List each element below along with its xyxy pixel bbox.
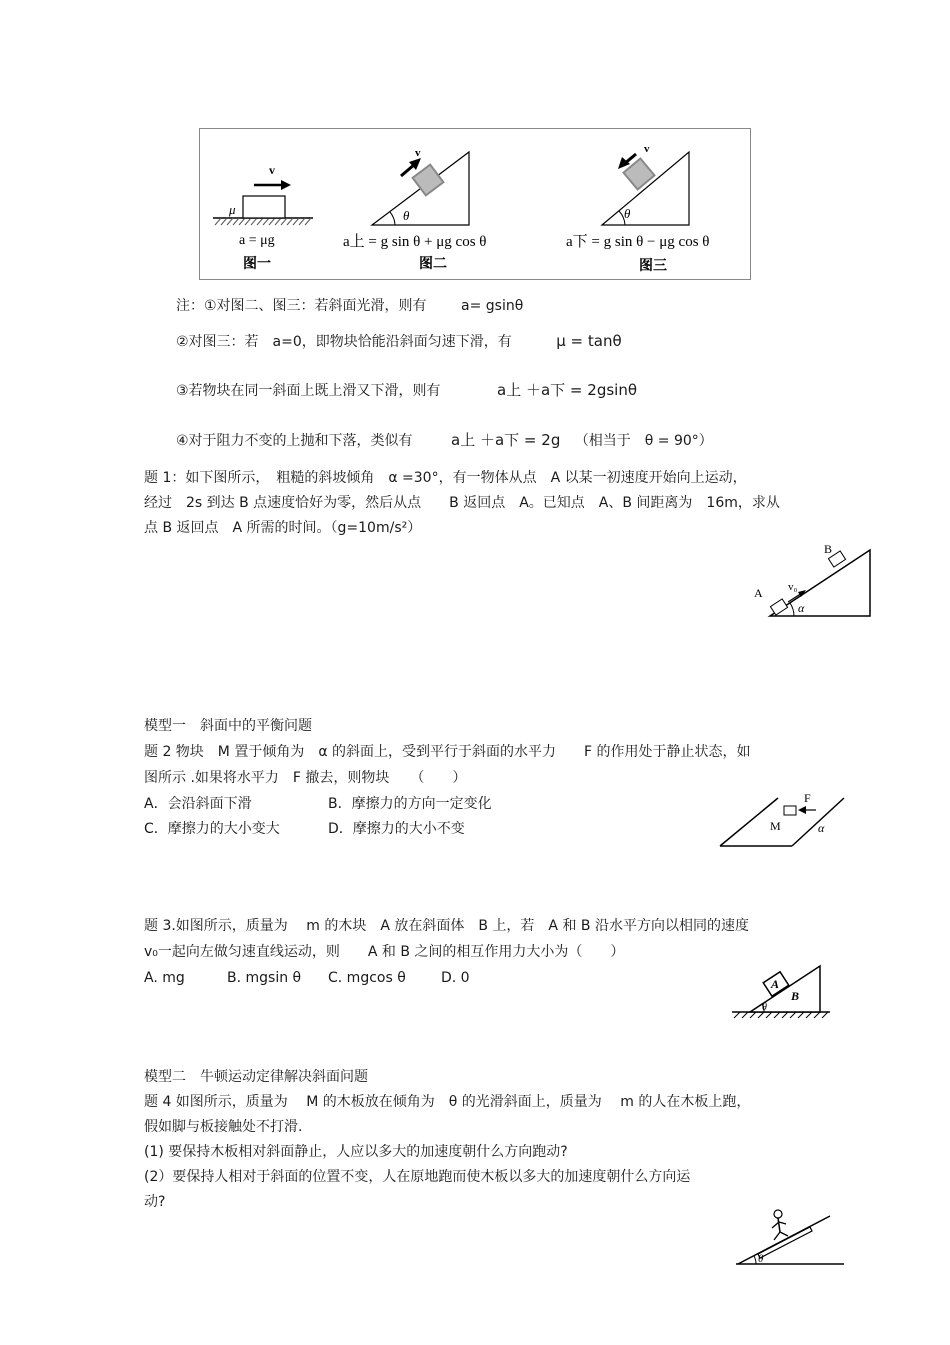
q2-line-2: 图所示 .如果将水平力 F 撤去，则物块 （ ） [144, 770, 467, 786]
q4-line-2: 假如脚与板接触处不打滑. [144, 1119, 303, 1135]
q3-figure-svg [728, 960, 834, 1020]
q2-figure-svg [716, 786, 850, 852]
q2-force-label: F [804, 791, 811, 805]
q1-point-a: A [754, 586, 763, 600]
fig3-formula: a下 = g sin θ − μg cos θ [566, 234, 710, 250]
q3-line-2: v₀一起向左做匀速直线运动，则 A 和 B 之间的相互作用力大小为（ ） [144, 944, 625, 960]
q2-option-b: B．摩擦力的方向一定变化 [328, 796, 492, 812]
q4-line-4: (2）要保持人相对于斜面的位置不变，人在原地跑而使木板以多大的加速度朝什么方向运 [144, 1169, 691, 1185]
q4-figure [734, 1204, 848, 1272]
q1-point-b: B [824, 542, 833, 556]
note-4-formula: a上 ＋a下 = 2g [451, 431, 561, 449]
q3-block-a-label: A [771, 977, 780, 991]
fig2-v-label: v [415, 147, 421, 159]
note-4-text: ④对于阻力不变的上抛和下落，类似有 [176, 433, 413, 449]
q4-line-5: 动? [144, 1194, 166, 1210]
q4-figure-svg [734, 1204, 848, 1268]
q2-option-d: D．摩擦力的大小不变 [328, 821, 465, 837]
q4-theta-label: θ [758, 1253, 764, 1265]
q3-option-a: A. mg [144, 970, 185, 986]
note-1-text: 注：①对图二、图三：若斜面光滑，则有 [176, 298, 427, 314]
q2-mass-label: M [770, 819, 781, 833]
note-1-formula: a= gsinθ [461, 298, 524, 314]
header-figure [199, 128, 751, 280]
note-3 [176, 380, 637, 401]
q3-option-b: B. mgsin θ [227, 970, 302, 986]
q1-figure-svg [750, 540, 876, 622]
q2-figure [716, 786, 850, 856]
fig3-theta-label: θ [624, 206, 631, 221]
q4-line-3: (1) 要保持木板相对斜面静止，人应以多大的加速度朝什么方向跑动? [144, 1144, 568, 1160]
note-3-formula: a上 ＋a下 = 2gsinθ [497, 381, 638, 399]
q3-figure [728, 960, 834, 1024]
note-2 [176, 331, 622, 352]
q4-line-1: 题 4 如图所示，质量为 M 的木板放在倾角为 θ 的光滑斜面上，质量为 m 的人在木板上跑， [144, 1094, 751, 1110]
q2-line-1: 题 2 物块 M 置于倾角为 α 的斜面上，受到平行于斜面的水平力 F 的作用处于静止状态，如 [144, 744, 751, 760]
q1-line-3: 点 B 返回点 A 所需的时间。（g=10m/s²） [144, 520, 422, 536]
model2-title: 模型二 牛顿运动定律解决斜面问题 [144, 1069, 368, 1085]
fig1-formula: a = μg [239, 233, 275, 248]
model1-title: 模型一 斜面中的平衡问题 [144, 718, 312, 734]
fig2-formula: a上 = g sin θ + μg cos θ [343, 234, 487, 250]
q3-block-b-label: B [791, 989, 800, 1003]
fig2-caption: 图二 [419, 257, 447, 272]
note-2-text: ②对图三：若 a=0，即物块恰能沿斜面匀速下滑，有 [176, 334, 512, 350]
q3-option-c: C. mgcos θ [328, 970, 406, 986]
fig1-v-label: v [269, 163, 275, 177]
q2-option-c: C．摩擦力的大小变大 [144, 821, 280, 837]
header-figure-svg [199, 128, 751, 280]
fig1-mu-label: μ [229, 202, 236, 217]
note-4 [176, 430, 713, 451]
note-1 [176, 296, 523, 316]
q3-line-1: 题 3.如图所示，质量为 m 的木块 A 放在斜面体 B 上，若 A 和 B 沿水平方向以相同的速度 [144, 918, 749, 934]
fig1-caption: 图一 [243, 257, 271, 272]
fig3-v-label: v [644, 143, 650, 155]
q1-figure [750, 540, 876, 626]
q3-option-d: D. 0 [441, 970, 470, 986]
q3-theta-label: θ [762, 1002, 767, 1013]
q1-line-1: 题 1：如下图所示， 粗糙的斜坡倾角 α =30°，有一物体从点 A 以某一初速度开始向上运动， [144, 470, 747, 486]
note-3-text: ③若物块在同一斜面上既上滑又下滑，则有 [176, 383, 441, 399]
q1-alpha-label: α [798, 601, 805, 615]
q1-v0-label: v₀ [788, 581, 798, 593]
fig3-caption: 图三 [639, 259, 667, 274]
note-2-formula: μ = tanθ [556, 332, 622, 350]
q2-option-a: A．会沿斜面下滑 [144, 796, 252, 812]
q2-alpha-label: α [818, 821, 825, 835]
fig2-theta-label: θ [403, 208, 410, 223]
q1-line-2: 经过 2s 到达 B 点速度恰好为零，然后从点 B 返回点 A。已知点 A、B 间距离为 16m，求从 [144, 495, 780, 511]
note-4-extra: （相当于 θ = 90°） [574, 433, 713, 449]
